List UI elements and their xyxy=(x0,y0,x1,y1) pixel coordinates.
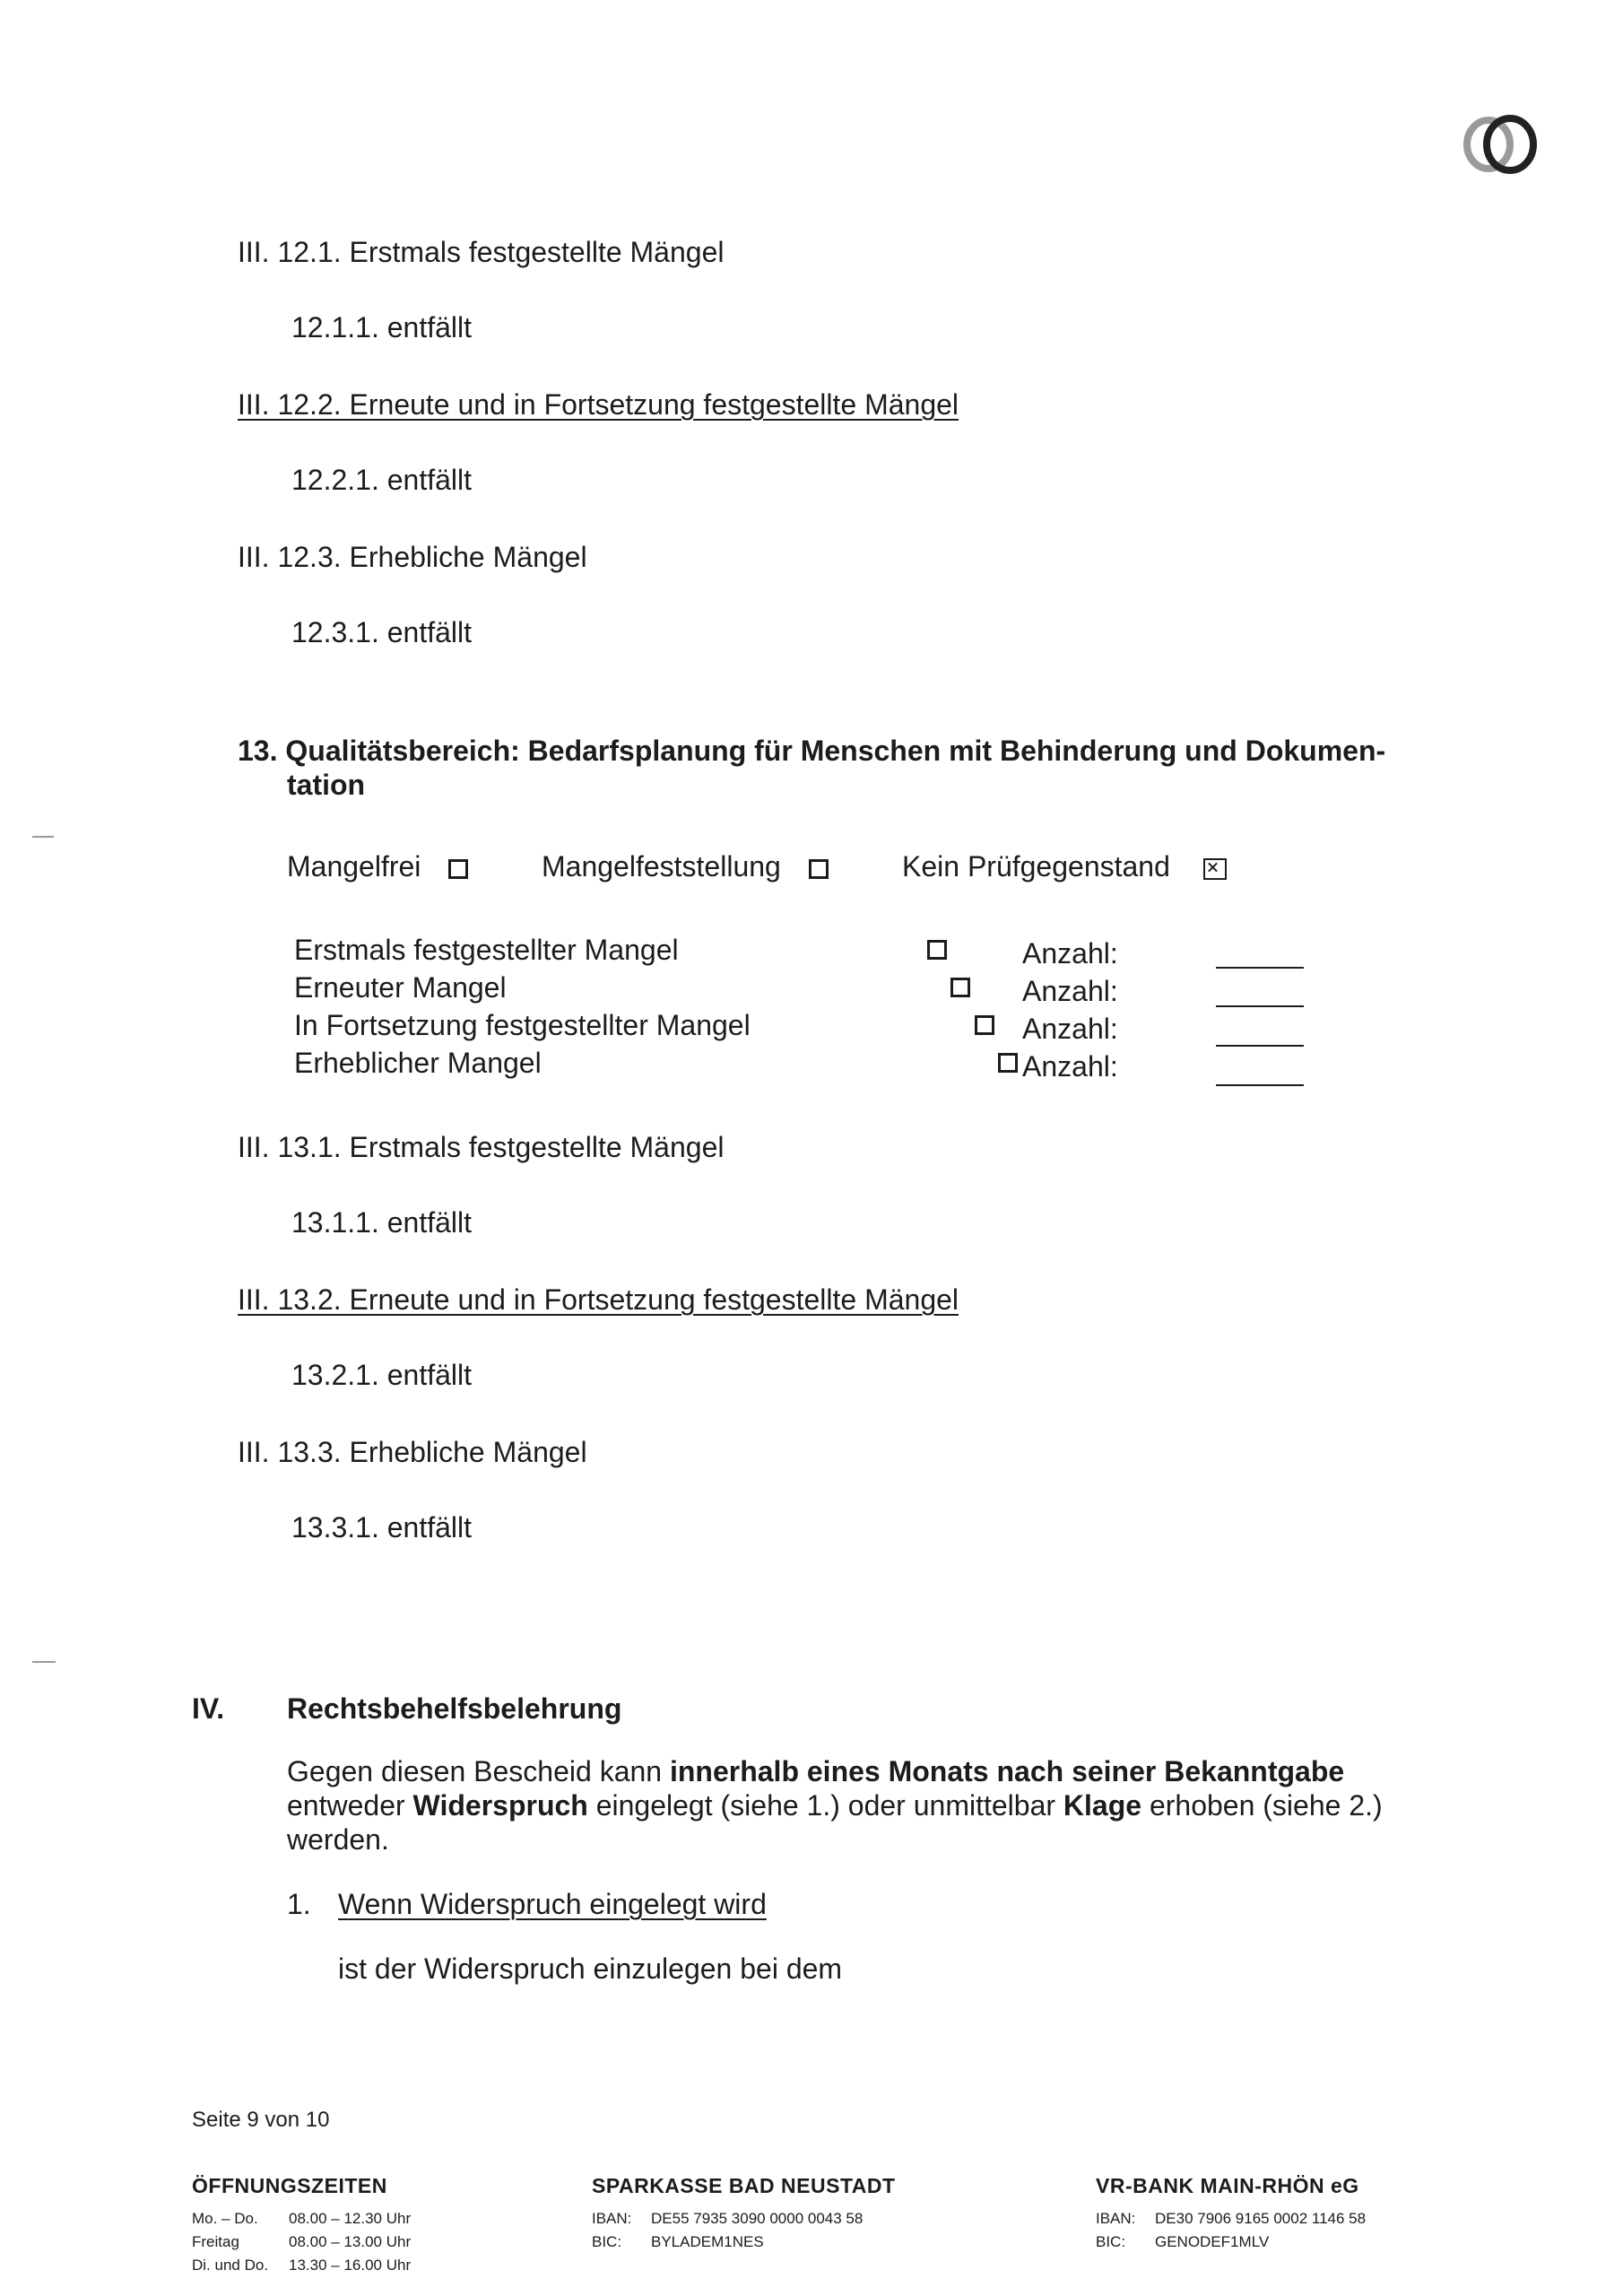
page-number: Seite 9 von 10 xyxy=(192,2108,330,2132)
heading-13-3: III. 13.3. Erhebliche Mängel xyxy=(238,1436,587,1468)
item-12-3-1: 12.3.1. entfällt xyxy=(291,616,473,648)
item-12-2-1: 12.2.1. entfällt xyxy=(291,464,473,496)
footer-bank1-title: SPARKASSE BAD NEUSTADT xyxy=(592,2174,896,2197)
checkbox-mangelfrei[interactable] xyxy=(448,859,468,879)
heading-13-2: III. 13.2. Erneute und in Fortsetzung festgestellte Mängel xyxy=(238,1283,959,1316)
section-iv-title: Rechtsbehelfsbelehrung xyxy=(287,1692,622,1725)
footer-hours-title: ÖFFNUNGSZEITEN xyxy=(192,2174,387,2197)
footer-bank-sparkasse xyxy=(592,2174,896,2254)
section-13-title-line1: 13. Qualitätsbereich: Bedarfsplanung für Menschen mit Behinderung und Dokumen- xyxy=(238,735,1386,767)
defect-count-field[interactable] xyxy=(1216,967,1304,969)
defect-count-label: Anzahl: xyxy=(1022,975,1118,1007)
status-mangelfeststellung: Mangelfeststellung xyxy=(542,849,829,883)
defect-checkbox[interactable] xyxy=(927,940,947,960)
footer-hours-row: Mo. – Do. 08.00 – 12.30 Uhr xyxy=(192,2210,412,2227)
defect-label: Erneuter Mangel xyxy=(294,971,507,1004)
logo-rings-icon xyxy=(1460,113,1541,176)
footer-bank1-bic: BIC: BYLADEM1NES xyxy=(592,2233,764,2250)
footer-hours xyxy=(192,2174,411,2277)
defect-count-field[interactable] xyxy=(1216,1084,1304,1086)
section-iv-item1-number: 1. xyxy=(287,1888,311,1920)
heading-12-2: III. 12.2. Erneute und in Fortsetzung festgestellte Mängel xyxy=(238,388,959,421)
checkbox-kein-pruefgegenstand[interactable] xyxy=(1203,858,1227,880)
defect-count-label: Anzahl: xyxy=(1022,937,1118,970)
heading-13-1: III. 13.1. Erstmals festgestellte Mängel xyxy=(238,1131,725,1163)
defect-count-label: Anzahl: xyxy=(1022,1013,1118,1045)
defect-count-field[interactable] xyxy=(1216,1005,1304,1007)
scan-mark xyxy=(32,1661,56,1663)
defect-label: Erstmals festgestellter Mangel xyxy=(294,934,679,966)
section-iv-number: IV. xyxy=(192,1692,225,1725)
item-13-2-1: 13.2.1. entfällt xyxy=(291,1359,473,1391)
item-12-1-1: 12.1.1. entfällt xyxy=(291,311,473,344)
defect-label: Erheblicher Mangel xyxy=(294,1047,542,1079)
footer-bank2-title: VR-BANK MAIN-RHÖN eG xyxy=(1096,2174,1359,2197)
section-iv-item1-text: ist der Widerspruch einzulegen bei dem xyxy=(338,1952,843,1985)
section-iv-paragraph: Gegen diesen Bescheid kann innerhalb eines Monats nach seiner Bekanntgabe entweder Widerspruch eingelegt (siehe 1.) oder unmittelbar Klage erhoben (siehe 2.) werden. xyxy=(287,1755,1383,1856)
defect-count-label: Anzahl: xyxy=(1022,1050,1118,1083)
footer-hours-row: Freitag 08.00 – 13.00 Uhr xyxy=(192,2233,412,2250)
section-iv-item1-title: Wenn Widerspruch eingelegt wird xyxy=(338,1888,767,1920)
heading-12-1: III. 12.1. Erstmals festgestellte Mängel xyxy=(238,236,725,268)
item-13-1-1: 13.1.1. entfällt xyxy=(291,1206,473,1239)
status-kein-pruefgegenstand: Kein Prüfgegenstand xyxy=(902,849,1227,883)
defect-checkbox[interactable] xyxy=(950,978,970,997)
heading-12-3: III. 12.3. Erhebliche Mängel xyxy=(238,541,587,573)
defect-checkbox[interactable] xyxy=(975,1015,994,1035)
checkbox-mangelfeststellung[interactable] xyxy=(809,859,829,879)
footer-bank-vr xyxy=(1096,2174,1366,2254)
status-mangelfrei: Mangelfrei xyxy=(287,849,468,883)
defect-checkbox[interactable] xyxy=(998,1053,1018,1073)
footer-bank2-iban: IBAN: DE30 7906 9165 0002 1146 58 xyxy=(1096,2210,1367,2227)
section-13-title-line2: tation xyxy=(287,769,366,801)
footer-hours-row: Di. und Do. 13.30 – 16.00 Uhr xyxy=(192,2257,412,2274)
footer-bank1-iban: IBAN: DE55 7935 3090 0000 0043 58 xyxy=(592,2210,864,2227)
defect-label: In Fortsetzung festgestellter Mangel xyxy=(294,1009,751,1041)
scan-mark xyxy=(32,836,54,838)
footer-bank2-bic: BIC: GENODEF1MLV xyxy=(1096,2233,1270,2250)
item-13-3-1: 13.3.1. entfällt xyxy=(291,1511,473,1544)
defect-count-field[interactable] xyxy=(1216,1045,1304,1047)
